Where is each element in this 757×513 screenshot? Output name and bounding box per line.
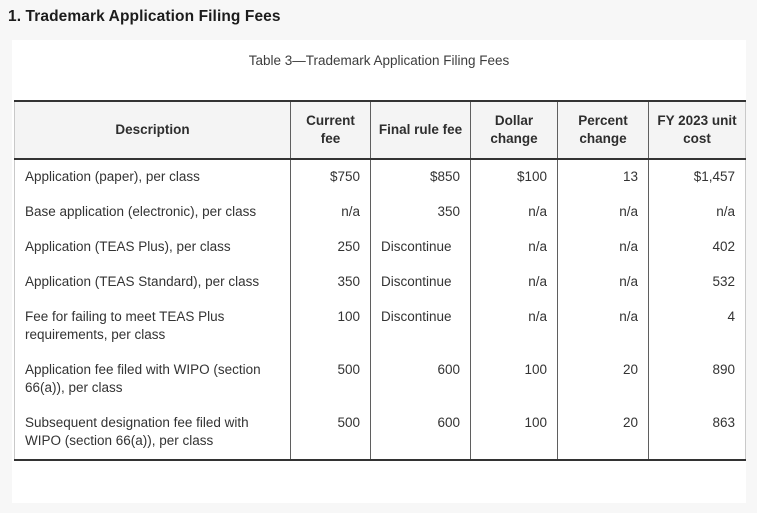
cell-description: Subsequent designation fee filed with WIPO (section 66(a)), per class (25, 415, 249, 448)
cell-description: Application (TEAS Plus), per class (25, 239, 231, 254)
cell-final-rule-fee: 600 (371, 406, 471, 460)
cell-current-fee: $750 (291, 159, 371, 195)
column-header-fy2023-unit-cost: FY 2023 unit cost (649, 101, 746, 159)
cell-fy2023-unit-cost: 4 (649, 300, 746, 353)
cell-dollar-change: n/a (471, 300, 558, 353)
cell-fy2023-unit-cost: 863 (649, 406, 746, 460)
cell-description: Fee for failing to meet TEAS Plus requirements, per class (25, 309, 225, 342)
section-heading: 1. Trademark Application Filing Fees (8, 8, 281, 25)
cell-fy2023-unit-cost: 532 (649, 265, 746, 300)
cell-fy2023-unit-cost: 402 (649, 230, 746, 265)
cell-current-fee: 250 (291, 230, 371, 265)
cell-description: Base application (electronic), per class (25, 204, 257, 219)
cell-current-fee: 500 (291, 406, 371, 460)
cell-dollar-change: $100 (471, 159, 558, 195)
cell-dollar-change: n/a (471, 265, 558, 300)
cell-description: Application (paper), per class (25, 169, 200, 184)
table-caption: Table 3—Trademark Application Filing Fees (248, 53, 510, 68)
cell-current-fee: 500 (291, 353, 371, 406)
cell-final-rule-fee: Discontinue (371, 230, 471, 265)
cell-current-fee: n/a (291, 195, 371, 230)
document-panel (12, 40, 746, 503)
cell-description: Application fee filed with WIPO (section 66(a)), per class (25, 362, 261, 395)
cell-fy2023-unit-cost: n/a (649, 195, 746, 230)
table-row (15, 406, 746, 460)
cell-percent-change: n/a (558, 265, 649, 300)
cell-percent-change: n/a (558, 300, 649, 353)
cell-dollar-change: n/a (471, 230, 558, 265)
table-row (15, 353, 746, 406)
cell-percent-change: 20 (558, 353, 649, 406)
cell-description: Application (TEAS Standard), per class (25, 274, 260, 289)
table-row (15, 300, 746, 353)
column-header-dollar-change: Dollar change (471, 101, 558, 159)
cell-percent-change: 20 (558, 406, 649, 460)
table-row (15, 230, 746, 265)
cell-current-fee: 100 (291, 300, 371, 353)
column-header-final-rule-fee: Final rule fee (371, 101, 471, 159)
cell-percent-change: n/a (558, 230, 649, 265)
table-header-row (15, 101, 746, 159)
table-row (15, 159, 746, 195)
cell-percent-change: n/a (558, 195, 649, 230)
cell-dollar-change: 100 (471, 406, 558, 460)
column-header-current-fee: Current fee (291, 101, 371, 159)
cell-fy2023-unit-cost: 890 (649, 353, 746, 406)
column-header-percent-change: Percent change (558, 101, 649, 159)
cell-final-rule-fee: 350 (371, 195, 471, 230)
cell-percent-change: 13 (558, 159, 649, 195)
cell-dollar-change: n/a (471, 195, 558, 230)
cell-final-rule-fee: 600 (371, 353, 471, 406)
cell-fy2023-unit-cost: $1,457 (649, 159, 746, 195)
cell-dollar-change: 100 (471, 353, 558, 406)
cell-final-rule-fee: Discontinue (371, 265, 471, 300)
table-row (15, 195, 746, 230)
cell-final-rule-fee: Discontinue (371, 300, 471, 353)
fees-table (14, 100, 746, 461)
cell-current-fee: 350 (291, 265, 371, 300)
column-header-description: Description (15, 101, 291, 159)
table-row (15, 265, 746, 300)
cell-final-rule-fee: $850 (371, 159, 471, 195)
